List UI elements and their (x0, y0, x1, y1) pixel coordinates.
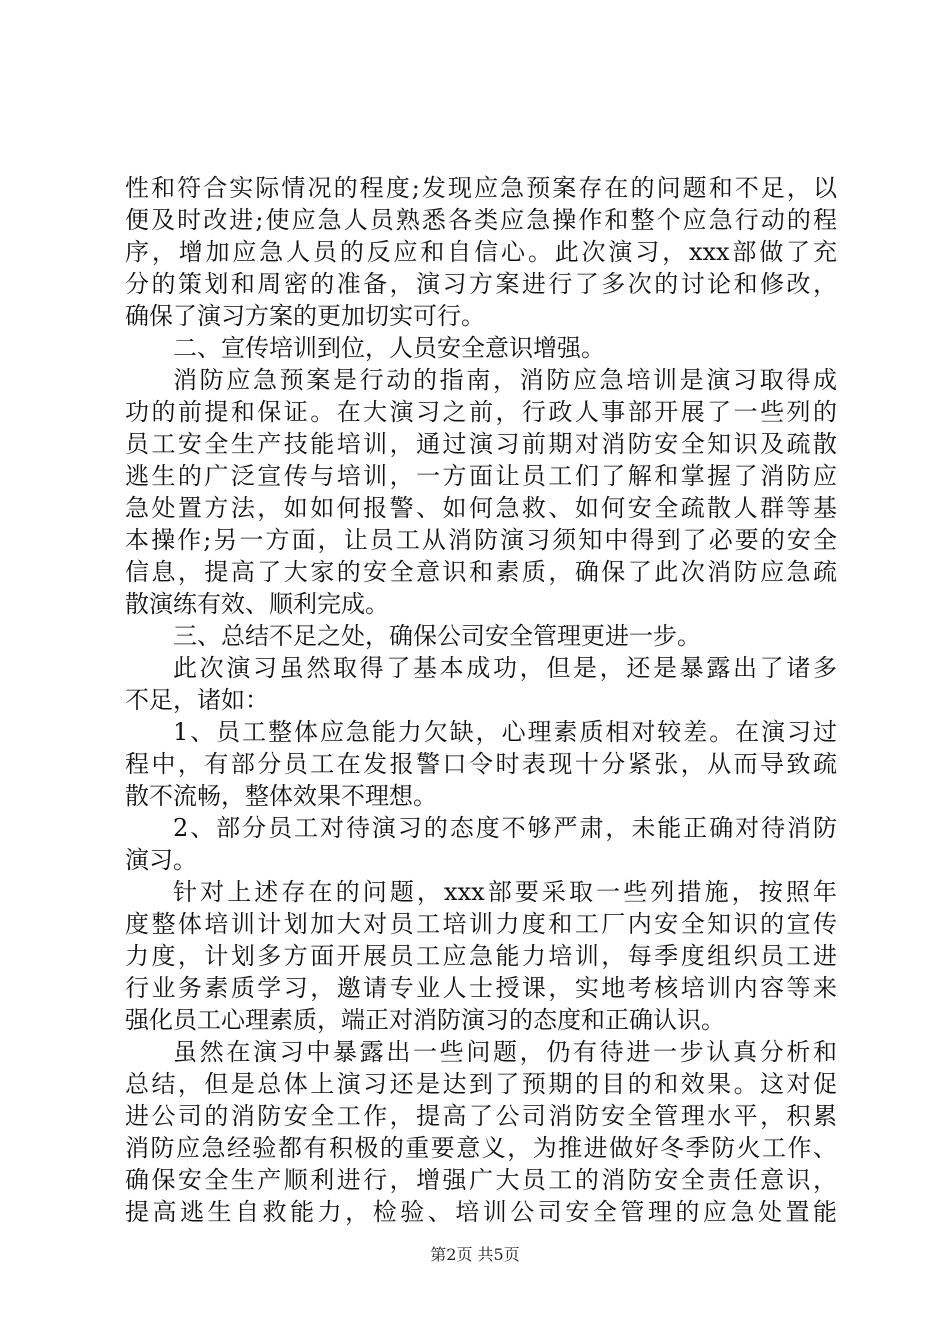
document-body (125, 172, 837, 1228)
text-line: 力度，计划多方面开展员工应急能力培训，每季度组织员工进 (125, 942, 837, 970)
text-line: 提高逃生自救能力，检验、培训公司安全管理的应急处置能 (125, 1198, 837, 1226)
text-line: 1、员工整体应急能力欠缺，心理素质相对较差。在演习过 (173, 718, 837, 746)
text-line: 强化员工心理素质，端正对消防演习的态度和正确认识。 (125, 1006, 725, 1034)
text-line: 本操作;另一方面，让员工从消防演习须知中得到了必要的安全 (125, 526, 837, 554)
text-line: 确保了演习方案的更加切实可行。 (125, 302, 485, 330)
text-line: 二、宣传培训到位，人员安全意识增强。 (173, 334, 605, 362)
text-line: 演习。 (125, 846, 197, 874)
text-line: 便及时改进;使应急人员熟悉各类应急操作和整个应急行动的程 (125, 206, 837, 234)
text-line: 确保安全生产顺利进行，增强广大员工的消防安全责任意识， (125, 1166, 837, 1194)
text-line: 行业务素质学习，邀请专业人士授课，实地考核培训内容等来 (125, 974, 837, 1002)
text-line: 员工安全生产技能培训，通过演习前期对消防安全知识及疏散 (125, 430, 837, 458)
text-line: 分的策划和周密的准备，演习方案进行了多次的讨论和修改， (125, 270, 837, 298)
text-line: 散不流畅，整体效果不理想。 (125, 782, 437, 810)
text-line: 序，增加应急人员的反应和自信心。此次演习，xxx部做了充 (125, 238, 837, 266)
text-line: 针对上述存在的问题，xxx部要采取一些列措施，按照年 (173, 878, 837, 906)
text-line: 进公司的消防安全工作，提高了公司消防安全管理水平，积累 (125, 1102, 837, 1130)
text-line: 总结，但是总体上演习还是达到了预期的目的和效果。这对促 (125, 1070, 837, 1098)
text-line: 逃生的广泛宣传与培训，一方面让员工们了解和掌握了消防应 (125, 462, 837, 490)
text-line: 散演练有效、顺利完成。 (125, 590, 389, 618)
text-line: 度整体培训计划加大对员工培训力度和工厂内安全知识的宣传 (125, 910, 837, 938)
text-line: 程中，有部分员工在发报警口令时表现十分紧张，从而导致疏 (125, 750, 837, 778)
text-line: 功的前提和保证。在大演习之前，行政人事部开展了一些列的 (125, 398, 837, 426)
text-line: 虽然在演习中暴露出一些问题，仍有待进一步认真分析和 (173, 1038, 837, 1066)
page-number-footer: 第2页 共5页 (430, 1245, 520, 1264)
text-line: 性和符合实际情况的程度;发现应急预案存在的问题和不足，以 (125, 174, 837, 202)
text-line: 消防应急经验都有积极的重要意义，为推进做好冬季防火工作、 (125, 1134, 837, 1162)
text-line: 急处置方法，如如何报警、如何急救、如何安全疏散人群等基 (125, 494, 837, 522)
text-line: 2、部分员工对待演习的态度不够严肃，未能正确对待消防 (173, 814, 837, 842)
text-line: 信息，提高了大家的安全意识和素质，确保了此次消防应急疏 (125, 558, 837, 586)
text-line: 消防应急预案是行动的指南，消防应急培训是演习取得成 (173, 366, 837, 394)
text-line: 不足，诸如： (125, 686, 269, 714)
text-line: 此次演习虽然取得了基本成功，但是，还是暴露出了诸多 (173, 654, 837, 682)
text-line: 三、总结不足之处，确保公司安全管理更进一步。 (173, 622, 701, 650)
